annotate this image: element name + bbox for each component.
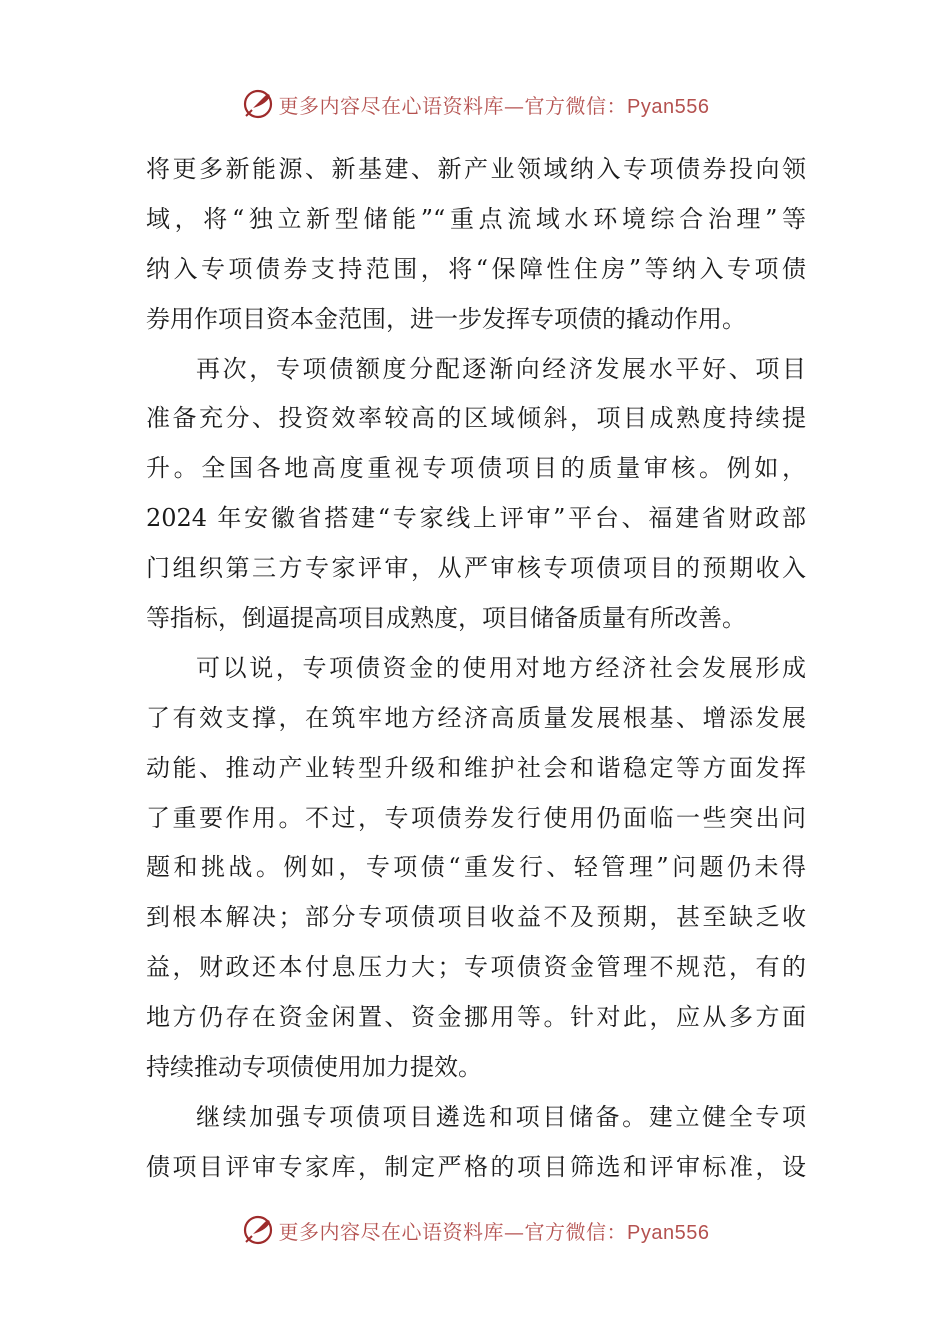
- text-line: 动能、推动产业转型升级和维护社会和谐稳定等方面发挥: [146, 753, 806, 782]
- text-line: 了有效支撑，在筑牢地方经济高质量发展根基、增添发展: [146, 703, 806, 732]
- text-line: 升。全国各地高度重视专项债项目的质量审核。例如，: [146, 454, 806, 483]
- feather-logo-icon: [241, 87, 275, 121]
- text-line: 再次，专项债额度分配逐渐向经济发展水平好、项目: [196, 354, 806, 383]
- watermark-text: 更多内容尽在心语资料库—官方微信：Pyan556: [278, 93, 710, 118]
- watermark-banner-bottom: [0, 1208, 950, 1252]
- watermark-banner-top: [0, 82, 950, 126]
- text-line: 将更多新能源、新基建、新产业领域纳入专项债券投向领: [146, 155, 806, 183]
- text-line: 到根本解决；部分专项债项目收益不及预期，甚至缺乏收: [146, 903, 806, 932]
- text-line: 了重要作用。不过，专项债券发行使用仍面临一些突出问: [146, 803, 806, 832]
- feather-logo-icon: [241, 1213, 275, 1247]
- paragraph-1: [146, 145, 806, 345]
- text-line: 2024 年安徽省搭建“专家线上评审”平台、福建省财政部: [146, 504, 806, 533]
- text-line: 等指标，倒逼提高项目成熟度，项目储备质量有所改善。: [146, 604, 746, 633]
- paragraph-4: [146, 1093, 806, 1193]
- text-line: 可以说，专项债资金的使用对地方经济社会发展形成: [196, 653, 806, 682]
- paragraph-3: [146, 644, 806, 1093]
- text-line: 债项目评审专家库，制定严格的项目筛选和评审标准，设: [146, 1152, 806, 1181]
- text-line: 券用作项目资本金范围，进一步发挥专项债的撬动作用。: [146, 304, 746, 333]
- text-line: 纳入专项债券支持范围，将“保障性住房”等纳入专项债: [146, 254, 806, 283]
- text-line: 益，财政还本付息压力大；专项债资金管理不规范，有的: [146, 953, 806, 982]
- paragraph-2: [146, 345, 806, 644]
- text-line: 域，将“独立新型储能”“重点流域水环境综合治理”等: [146, 204, 806, 233]
- text-line: 题和挑战。例如，专项债“重发行、轻管理”问题仍未得: [146, 853, 806, 882]
- document-body: [146, 145, 806, 1193]
- text-line: 准备充分、投资效率较高的区域倾斜，项目成熟度持续提: [146, 404, 806, 433]
- text-line: 地方仍存在资金闲置、资金挪用等。针对此，应从多方面: [146, 1003, 806, 1032]
- watermark-text: 更多内容尽在心语资料库—官方微信：Pyan556: [278, 1219, 710, 1244]
- text-line: 继续加强专项债项目遴选和项目储备。建立健全专项: [196, 1102, 806, 1131]
- text-line: 持续推动专项债使用加力提效。: [146, 1053, 482, 1082]
- text-line: 门组织第三方专家评审，从严审核专项债项目的预期收入: [146, 554, 806, 583]
